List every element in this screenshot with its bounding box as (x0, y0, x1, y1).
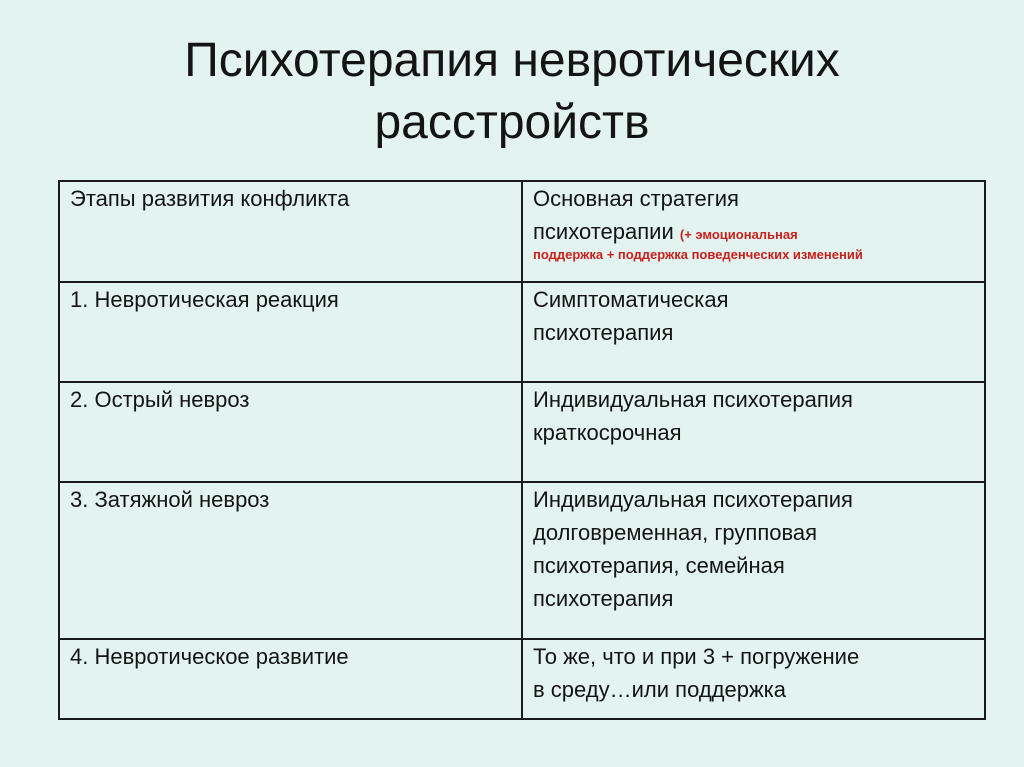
stage-text: 1. Невротическая реакция (70, 287, 339, 312)
psychotherapy-table (58, 180, 986, 720)
strategy-line: психотерапия (533, 320, 674, 345)
strategy-line: психотерапия, семейная (533, 553, 785, 578)
strategy-cell (522, 482, 985, 639)
page-title (0, 30, 1024, 154)
stage-text: 3. Затяжной невроз (70, 487, 270, 512)
header-strategy-label-line-2: психотерапии (533, 219, 674, 244)
table-row (59, 482, 985, 639)
header-strategy-note-part-1: (+ эмоциональная (679, 227, 798, 242)
strategy-line: в среду…или поддержка (533, 677, 787, 702)
table-row (59, 639, 985, 719)
strategy-cell (522, 282, 985, 382)
page-title-line-2: расстройств (374, 96, 650, 149)
strategy-line: Индивидуальная психотерапия (533, 487, 853, 512)
stage-text: 2. Острый невроз (70, 387, 250, 412)
header-stages-cell (59, 181, 522, 282)
strategy-cell (522, 639, 985, 719)
page-title-line-1: Психотерапия невротических (184, 34, 840, 87)
stage-cell (59, 639, 522, 719)
stage-cell (59, 382, 522, 482)
table-header-row (59, 181, 985, 282)
header-stages-label: Этапы развития конфликта (70, 186, 350, 211)
stage-text: 4. Невротическое развитие (70, 644, 349, 669)
table-row (59, 382, 985, 482)
stage-cell (59, 282, 522, 382)
header-strategy-cell (522, 181, 985, 282)
strategy-cell (522, 382, 985, 482)
header-strategy-label-line-1: Основная стратегия (533, 186, 739, 211)
strategy-line: краткосрочная (533, 420, 682, 445)
strategy-line: То же, что и при 3 + погружение (533, 644, 860, 669)
strategy-line: Симптоматическая (533, 287, 729, 312)
stage-cell (59, 482, 522, 639)
table-row (59, 282, 985, 382)
strategy-line: Индивидуальная психотерапия (533, 387, 853, 412)
strategy-line: долговременная, групповая (533, 520, 818, 545)
strategy-line: психотерапия (533, 586, 674, 611)
header-strategy-note-part-2: поддержка + поддержка поведенческих изменений (533, 247, 863, 262)
